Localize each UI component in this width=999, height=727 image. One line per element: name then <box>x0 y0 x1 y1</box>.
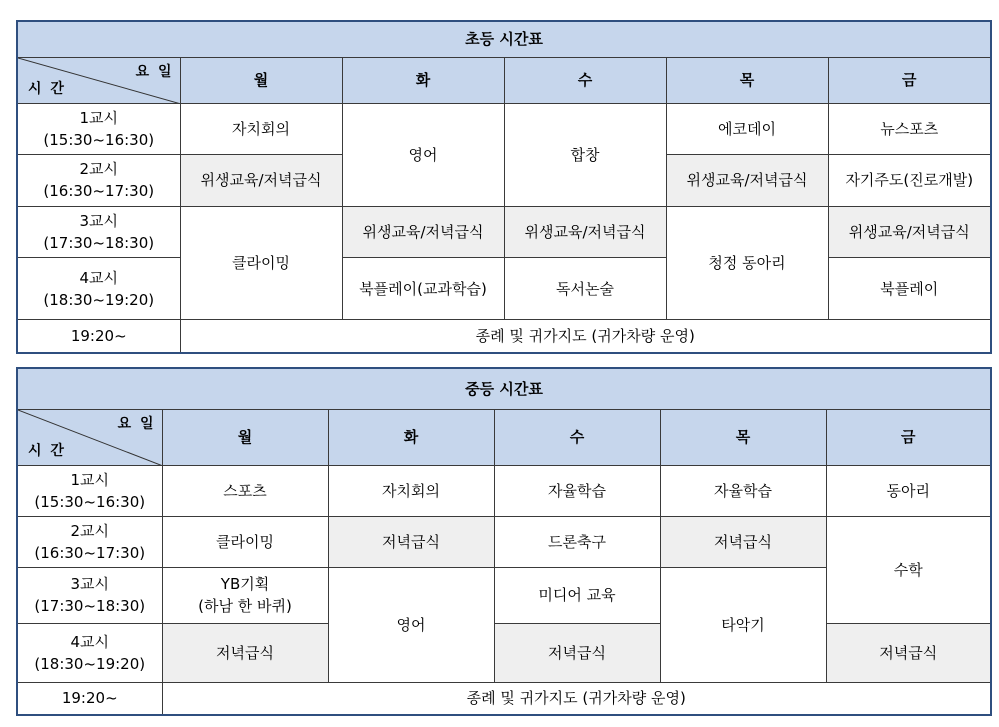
period-4 <box>17 257 180 319</box>
period-time: (18:30~19:20) <box>34 654 146 673</box>
cell-wed-p2: 드론축구 <box>494 516 660 567</box>
day-header-tue: 화 <box>342 57 504 103</box>
cell-mon-p3-4: 클라이밍 <box>180 206 342 320</box>
cell-tue-p3: 위생교육/저녁급식 <box>342 206 504 257</box>
period-1 <box>17 465 162 516</box>
cell-wed-p1: 자율학습 <box>494 465 660 516</box>
day-header-fri: 금 <box>826 409 991 465</box>
cell-line: (하남 한 바퀴) <box>198 597 292 615</box>
cell-fri-p4: 저녁급식 <box>826 623 991 682</box>
cell-wed-p4: 독서논술 <box>504 257 666 319</box>
period-time: (17:30~18:30) <box>43 233 155 252</box>
corner-header <box>17 409 162 465</box>
corner-header <box>17 57 180 103</box>
day-header-thu: 목 <box>666 57 828 103</box>
day-header-fri: 금 <box>828 57 991 103</box>
period-time: (17:30~18:30) <box>34 597 146 615</box>
corner-time-label: 시 간 <box>28 80 66 97</box>
period-name: 1교시 <box>70 470 110 489</box>
period-3 <box>17 567 162 623</box>
cell-tue-p1: 자치회의 <box>328 465 494 516</box>
day-header-wed: 수 <box>494 409 660 465</box>
middle-title: 중등 시간표 <box>17 368 991 409</box>
cell-tue-p3-4: 영어 <box>328 567 494 682</box>
cell-fri-p1: 동아리 <box>826 465 991 516</box>
cell-mon-p2: 위생교육/저녁급식 <box>180 155 342 206</box>
cell-mon-p4: 저녁급식 <box>162 623 328 682</box>
elementary-title: 초등 시간표 <box>17 21 991 57</box>
cell-mon-p3 <box>162 567 328 623</box>
period-time: (18:30~19:20) <box>43 290 155 309</box>
cell-fri-p2-3: 수학 <box>826 516 991 623</box>
period-2 <box>17 516 162 567</box>
period-2 <box>17 155 180 206</box>
cell-thu-p3-4: 청정 동아리 <box>666 206 828 320</box>
period-name: 3교시 <box>79 211 119 230</box>
period-time: (15:30~16:30) <box>34 492 146 511</box>
cell-fri-p3: 위생교육/저녁급식 <box>828 206 991 257</box>
cell-fri-p4: 북플레이 <box>828 257 991 319</box>
period-name: 3교시 <box>70 575 110 593</box>
period-time: (15:30~16:30) <box>43 131 155 150</box>
corner-day-label: 요 일 <box>135 63 174 80</box>
middle-timetable <box>16 367 992 716</box>
dismissal-text: 종례 및 귀가지도 (귀가차량 운영) <box>162 682 991 715</box>
period-name: 4교시 <box>79 268 119 287</box>
period-time: (16:30~17:30) <box>34 543 146 562</box>
cell-tue-p4: 북플레이(교과학습) <box>342 257 504 319</box>
cell-tue-p2: 저녁급식 <box>328 516 494 567</box>
day-header-thu: 목 <box>660 409 826 465</box>
cell-thu-p1: 에코데이 <box>666 103 828 154</box>
cell-fri-p1: 뉴스포츠 <box>828 103 991 154</box>
cell-tue-p1-2: 영어 <box>342 103 504 206</box>
cell-line: YB기획 <box>220 575 270 593</box>
cell-thu-p2: 저녁급식 <box>660 516 826 567</box>
period-1 <box>17 103 180 154</box>
cell-fri-p2: 자기주도(진로개발) <box>828 155 991 206</box>
elementary-timetable <box>16 20 992 354</box>
cell-thu-p1: 자율학습 <box>660 465 826 516</box>
cell-wed-p1-2: 합창 <box>504 103 666 206</box>
cell-wed-p3: 위생교육/저녁급식 <box>504 206 666 257</box>
cell-thu-p2: 위생교육/저녁급식 <box>666 155 828 206</box>
cell-mon-p1: 스포츠 <box>162 465 328 516</box>
day-header-mon: 월 <box>180 57 342 103</box>
period-4 <box>17 623 162 682</box>
period-time: (16:30~17:30) <box>43 182 155 201</box>
period-name: 1교시 <box>79 109 119 128</box>
period-name: 2교시 <box>79 160 119 179</box>
period-3 <box>17 206 180 257</box>
cell-wed-p4: 저녁급식 <box>494 623 660 682</box>
corner-time-label: 시 간 <box>28 442 66 459</box>
last-period-time: 19:20~ <box>17 682 162 715</box>
cell-wed-p3: 미디어 교육 <box>494 567 660 623</box>
dismissal-text: 종례 및 귀가지도 (귀가차량 운영) <box>180 320 991 353</box>
period-name: 4교시 <box>70 632 110 651</box>
cell-mon-p2: 클라이밍 <box>162 516 328 567</box>
cell-thu-p3-4: 타악기 <box>660 567 826 682</box>
day-header-wed: 수 <box>504 57 666 103</box>
day-header-mon: 월 <box>162 409 328 465</box>
last-period-time: 19:20~ <box>17 320 180 353</box>
cell-mon-p1: 자치회의 <box>180 103 342 154</box>
period-name: 2교시 <box>70 521 110 540</box>
corner-day-label: 요 일 <box>117 415 156 432</box>
day-header-tue: 화 <box>328 409 494 465</box>
